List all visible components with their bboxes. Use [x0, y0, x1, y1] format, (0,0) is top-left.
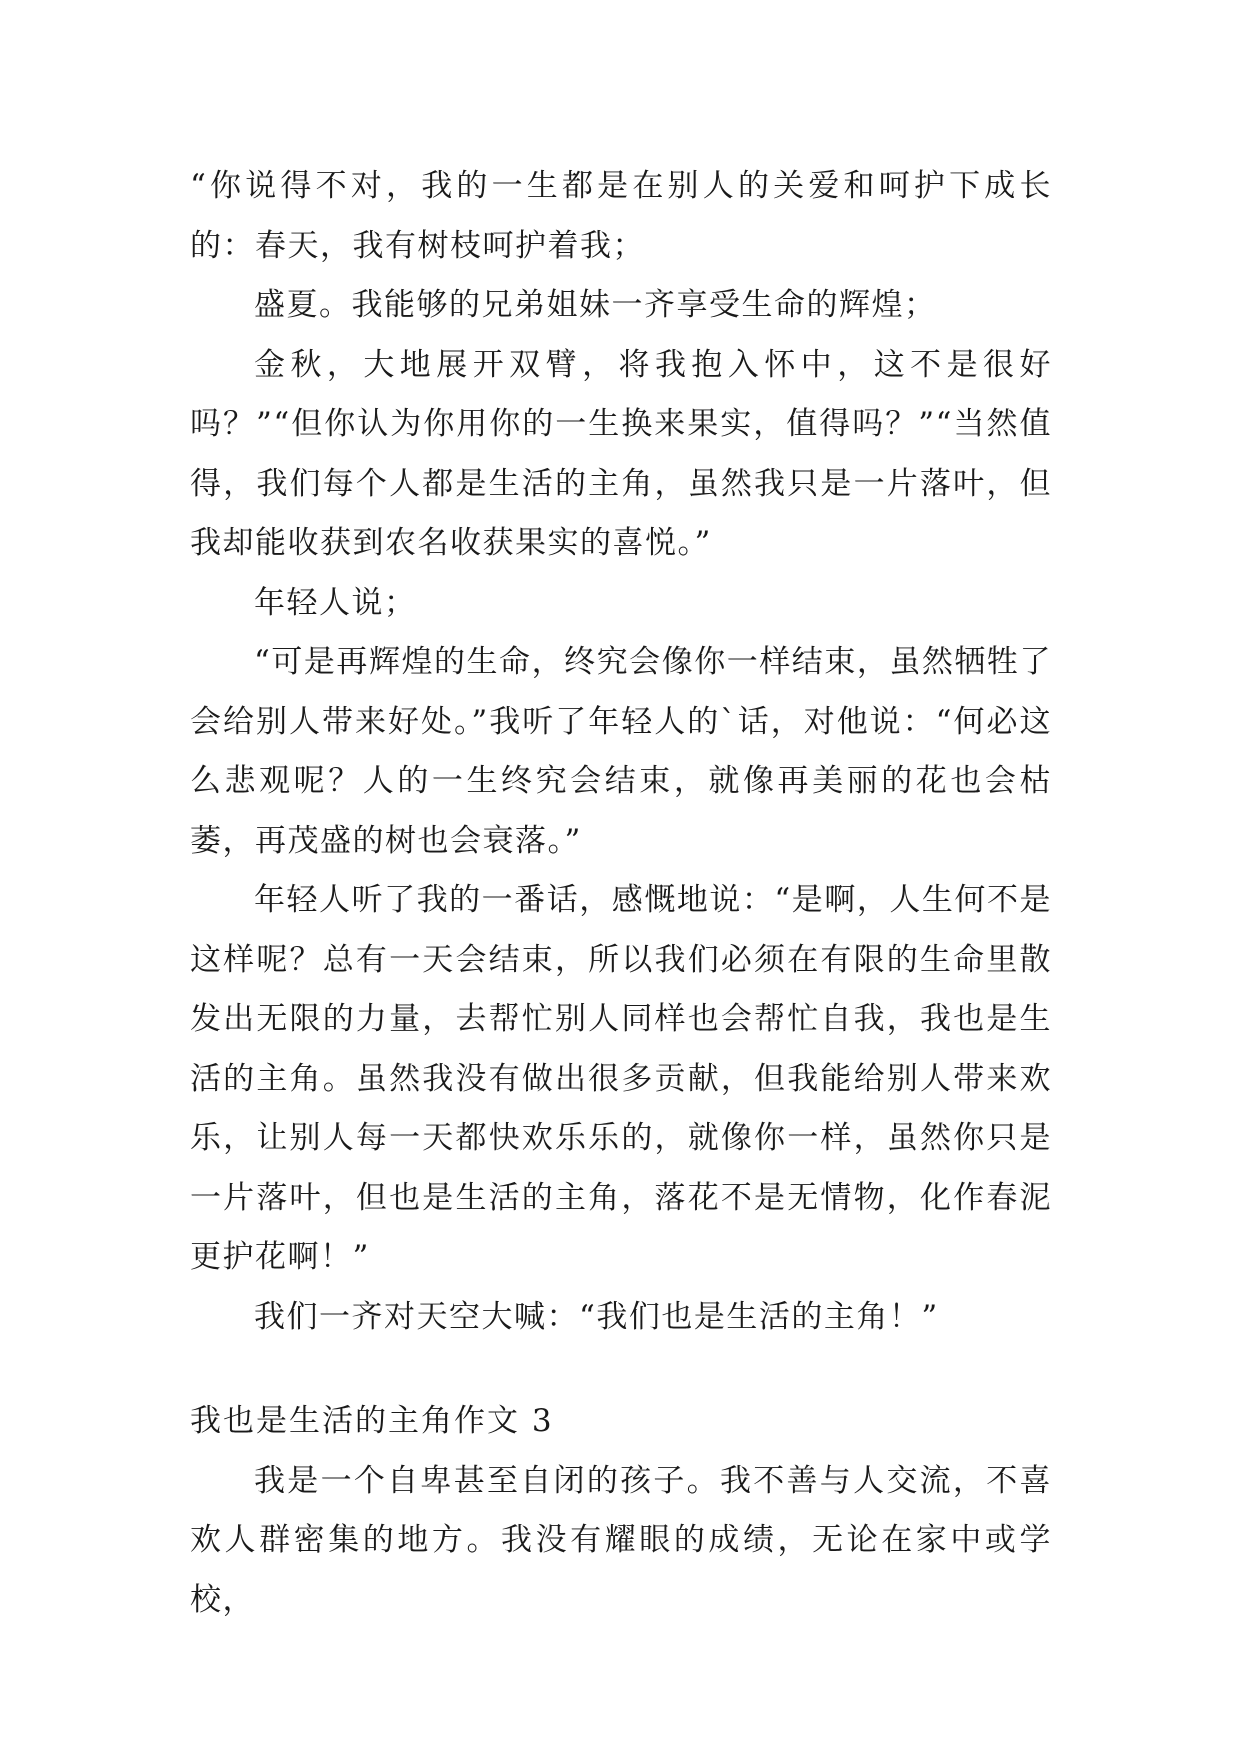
paragraph: 金秋，大地展开双臂，将我抱入怀中，这不是很好吗？”“但你认为你用你的一生换来果实，值得吗？”“当然值得，我们每个人都是生活的主角，虽然我只是一片落叶，但我却能收获到农名收获果实的喜悦。”	[190, 346, 1052, 561]
section-heading: 我也是生活的主角作文 3	[190, 1403, 554, 1439]
document-body	[190, 157, 1052, 1630]
paragraph: 盛夏。我能够的兄弟姐妹一齐享受生命的辉煌；	[254, 287, 937, 323]
paragraph: 年轻人听了我的一番话，感慨地说：“是啊，人生何不是这样呢？总有一天会结束，所以我们必须在有限的生命里散发出无限的力量，去帮忙别人同样也会帮忙自我，我也是生活的主角。虽然我没有做出很多贡献，但我能给别人带来欢乐，让别人每一天都快欢乐乐的，就像你一样，虽然你只是一片落叶，但也是生活的主角，落花不是无情物，化作春泥更护花啊！”	[190, 882, 1052, 1275]
paragraph: 我们一齐对天空大喊：“我们也是生活的主角！”	[254, 1298, 939, 1335]
paragraph: “可是再辉煌的生命，终究会像你一样结束，虽然牺牲了会给别人带来好处。”我听了年轻人的`话，对他说：“何必这么悲观呢？人的一生终究会结束，就像再美丽的花也会枯萎，再茂盛的树也会衰落。”	[190, 644, 1052, 859]
paragraph: “你说得不对，我的一生都是在别人的关爱和呵护下成长的：春天，我有树枝呵护着我；	[190, 168, 1052, 264]
paragraph: 年轻人说；	[254, 584, 417, 621]
paragraph: 我是一个自卑甚至自闭的孩子。我不善与人交流，不喜欢人群密集的地方。我没有耀眼的成绩，无论在家中或学校，	[190, 1462, 1052, 1618]
